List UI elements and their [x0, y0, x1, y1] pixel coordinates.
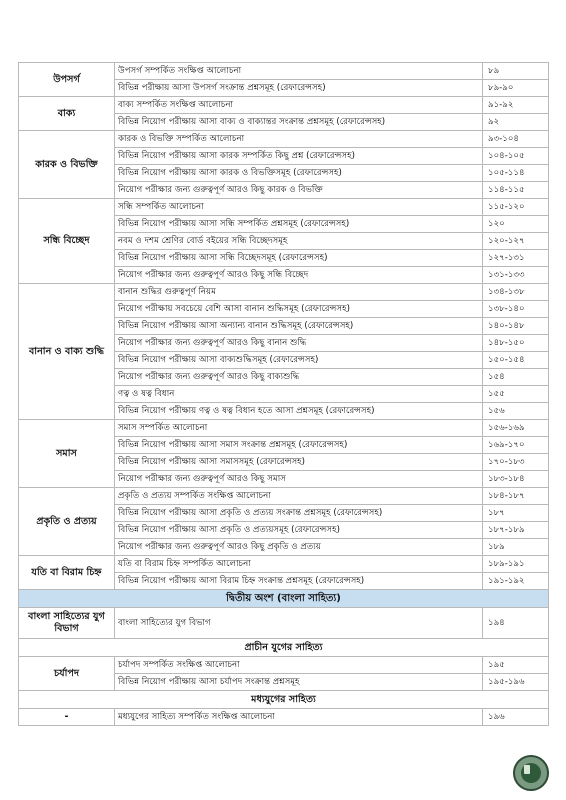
- page-number: ১৯৪: [483, 608, 549, 639]
- page-number: ১৯৫: [483, 657, 549, 674]
- era-heading: প্রাচীন যুগের সাহিত্য: [19, 639, 549, 657]
- topic-cell: সন্ধি বিচ্ছেদ: [19, 199, 115, 284]
- toc-row: [19, 199, 549, 216]
- page-number: ১১৪-১১৫: [483, 182, 549, 199]
- entry-description: উপসর্গ সম্পর্কিত সংক্ষিপ্ত আলোচনা: [115, 63, 483, 80]
- part-heading-row: [19, 590, 549, 608]
- toc-body: [19, 63, 549, 726]
- entry-description: বিভিন্ন নিয়োগ পরীক্ষায় ণত্ব ও ষত্ব বিধান হতে আসা প্রশ্নসমূহ (রেফারেন্সসহ): [115, 403, 483, 420]
- entry-description: বিভিন্ন পরীক্ষায় আসা উপসর্গ সংক্রান্ত প্রশ্নসমূহ (রেফারেন্সসহ): [115, 80, 483, 97]
- era-heading: মধ্যযুগের সাহিত্য: [19, 691, 549, 709]
- toc-row: [19, 556, 549, 573]
- entry-description: নিয়োগ পরীক্ষার জন্য গুরুত্বপূর্ণ আরও কিছু বানান শুদ্ধি: [115, 335, 483, 352]
- entry-description: নিয়োগ পরীক্ষার জন্য গুরুত্বপূর্ণ আরও কিছু প্রকৃতি ও প্রত্যয়: [115, 539, 483, 556]
- toc-row: [19, 488, 549, 505]
- page-number: ১৯১-১৯২: [483, 573, 549, 590]
- toc-row: [19, 657, 549, 674]
- page-number: ৯১-৯২: [483, 97, 549, 114]
- topic-cell: বানান ও বাক্য শুদ্ধি: [19, 284, 115, 420]
- toc-table: [18, 62, 549, 726]
- entry-description: বিভিন্ন নিয়োগ পরীক্ষায় আসা প্রকৃতি ও প্রত্যয়সমূহ (রেফারেন্সসহ): [115, 522, 483, 539]
- entry-description: প্রকৃতি ও প্রত্যয় সম্পর্কিত সংক্ষিপ্ত আলোচনা: [115, 488, 483, 505]
- toc-row: [19, 63, 549, 80]
- part-heading: দ্বিতীয় অংশ (বাংলা সাহিত্য): [19, 590, 549, 608]
- page-number: ১৮৭: [483, 505, 549, 522]
- page-number: ১৭০-১৮৩: [483, 454, 549, 471]
- page-number: ১৫০-১৫৪: [483, 352, 549, 369]
- topic-cell: বাক্য: [19, 97, 115, 131]
- page-number: ১৫৬: [483, 403, 549, 420]
- page-number: ১৬৯-১৭০: [483, 437, 549, 454]
- page-number: ১৮৯-১৯১: [483, 556, 549, 573]
- entry-description: বিভিন্ন নিয়োগ পরীক্ষায় আসা সমাসসমূহ (রেফারেন্সসহ): [115, 454, 483, 471]
- book-icon: [524, 765, 530, 774]
- era-heading-row: [19, 691, 549, 709]
- entry-description: বিভিন্ন নিয়োগ পরীক্ষায় আসা কারক ও বিভক্তিসমূহ (রেফারেন্সসহ): [115, 165, 483, 182]
- entry-description: নিয়োগ পরীক্ষার জন্য গুরুত্বপূর্ণ আরও কিছু কারক ও বিভক্তি: [115, 182, 483, 199]
- entry-description: বিভিন্ন নিয়োগ পরীক্ষায় আসা অন্যান্য বানান শুদ্ধিসমূহ (রেফারেন্সসহ): [115, 318, 483, 335]
- topic-cell: কারক ও বিভক্তি: [19, 131, 115, 199]
- page-number: ১২০-১২৭: [483, 233, 549, 250]
- publisher-logo: [513, 755, 549, 791]
- page-number: ১০৫-১১৪: [483, 165, 549, 182]
- entry-description: বাংলা সাহিত্যের যুগ বিভাগ: [115, 608, 483, 639]
- page-number: ১৫৬-১৬৯: [483, 420, 549, 437]
- entry-description: নিয়োগ পরীক্ষার জন্য গুরুত্বপূর্ণ আরও কিছু সমাস: [115, 471, 483, 488]
- page-number: ১২৭-১৩১: [483, 250, 549, 267]
- era-heading-row: [19, 639, 549, 657]
- entry-description: বিভিন্ন নিয়োগ পরীক্ষায় আসা সন্ধি সম্পর্কিত প্রশ্নসমূহ (রেফারেন্সসহ): [115, 216, 483, 233]
- toc-row: [19, 608, 549, 639]
- entry-description: নবম ও দশম শ্রেণির বোর্ড বইয়ের সন্ধি বিচ্ছেদসমূহ: [115, 233, 483, 250]
- page-number: ১০৪-১০৫: [483, 148, 549, 165]
- toc-row: [19, 284, 549, 301]
- topic-cell: প্রকৃতি ও প্রত্যয়: [19, 488, 115, 556]
- page-number: ৯৩-১০৪: [483, 131, 549, 148]
- page-number: ১৪৮-১৫০: [483, 335, 549, 352]
- topic-cell: উপসর্গ: [19, 63, 115, 97]
- topic-cell: চর্যাপদ: [19, 657, 115, 691]
- entry-description: কারক ও বিভক্তি সম্পর্কিত আলোচনা: [115, 131, 483, 148]
- entry-description: নিয়োগ পরীক্ষায় সবচেয়ে বেশি আসা বানান শুদ্ধিসমূহ (রেফারেন্সসহ): [115, 301, 483, 318]
- page-number: ১৩৮-১৪০: [483, 301, 549, 318]
- page-number: ১৫৪: [483, 369, 549, 386]
- entry-description: বিভিন্ন নিয়োগ পরীক্ষায় আসা সমাস সংক্রান্ত প্রশ্নসমূহ (রেফারেন্সসহ): [115, 437, 483, 454]
- page-number: ৯২: [483, 114, 549, 131]
- page-number: ১৯৬: [483, 709, 549, 726]
- toc-row: [19, 131, 549, 148]
- page-number: ৮৯-৯০: [483, 80, 549, 97]
- page-number: ১৩৪-১৩৮: [483, 284, 549, 301]
- page-number: ১৪০-১৪৮: [483, 318, 549, 335]
- entry-description: যতি বা বিরাম চিহ্ন সম্পর্কিত আলোচনা: [115, 556, 483, 573]
- entry-description: নিয়োগ পরীক্ষার জন্য গুরুত্বপূর্ণ আরও কিছু বাক্যশুদ্ধি: [115, 369, 483, 386]
- page-number: ১৮৯: [483, 539, 549, 556]
- entry-description: চর্যাপদ সম্পর্কিত সংক্ষিপ্ত আলোচনা: [115, 657, 483, 674]
- topic-cell: বাংলা সাহিত্যের যুগ বিভাগ: [19, 608, 115, 639]
- entry-description: বিভিন্ন নিয়োগ পরীক্ষায় আসা বাক্য ও বাক্যান্তর সংক্রান্ত প্রশ্নসমূহ (রেফারেন্সসহ): [115, 114, 483, 131]
- page-number: ১৮৭-১৮৯: [483, 522, 549, 539]
- entry-description: নিয়োগ পরীক্ষার জন্য গুরুত্বপূর্ণ আরও কিছু সন্ধি বিচ্ছেদ: [115, 267, 483, 284]
- entry-description: বিভিন্ন নিয়োগ পরীক্ষায় আসা বিরাম চিহ্ন সংক্রান্ত প্রশ্নসমূহ (রেফারেন্সসহ): [115, 573, 483, 590]
- toc-row: [19, 709, 549, 726]
- page-number: ১৮৩-১৮৪: [483, 471, 549, 488]
- toc-row: [19, 420, 549, 437]
- entry-description: বিভিন্ন নিয়োগ পরীক্ষায় আসা সন্ধি বিচ্ছেদসমূহ (রেফারেন্সসহ): [115, 250, 483, 267]
- entry-description: ণত্ব ও ষত্ব বিধান: [115, 386, 483, 403]
- page-number: ৮৯: [483, 63, 549, 80]
- entry-description: বিভিন্ন নিয়োগ পরীক্ষায় আসা প্রকৃতি ও প্রত্যয় সংক্রান্ত প্রশ্নসমূহ (রেফারেন্সসহ): [115, 505, 483, 522]
- page-number: ১২০: [483, 216, 549, 233]
- entry-description: মধ্যযুগের সাহিত্য সম্পর্কিত সংক্ষিপ্ত আলোচনা: [115, 709, 483, 726]
- entry-description: বিভিন্ন নিয়োগ পরীক্ষায় আসা কারক সম্পর্কিত কিছু প্রশ্ন (রেফারেন্সসহ): [115, 148, 483, 165]
- topic-cell: যতি বা বিরাম চিহ্ন: [19, 556, 115, 590]
- topic-cell: -: [19, 709, 115, 726]
- page-number: ১৩১-১৩৩: [483, 267, 549, 284]
- page-number: ১৮৪-১৮৭: [483, 488, 549, 505]
- toc-page: [18, 62, 548, 726]
- entry-description: বিভিন্ন নিয়োগ পরীক্ষায় আসা বাক্যশুদ্ধিসমূহ (রেফারেন্সসহ): [115, 352, 483, 369]
- entry-description: সন্ধি সম্পর্কিত আলোচনা: [115, 199, 483, 216]
- entry-description: সমাস সম্পর্কিত আলোচনা: [115, 420, 483, 437]
- entry-description: বানান শুদ্ধির গুরুত্বপূর্ণ নিয়ম: [115, 284, 483, 301]
- page-number: ১৯৫-১৯৬: [483, 674, 549, 691]
- page-number: ১৫৫: [483, 386, 549, 403]
- topic-cell: সমাস: [19, 420, 115, 488]
- toc-row: [19, 97, 549, 114]
- entry-description: বিভিন্ন নিয়োগ পরীক্ষায় আসা চর্যাপদ সংক্রান্ত প্রশ্নসমূহ: [115, 674, 483, 691]
- entry-description: বাক্য সম্পর্কিত সংক্ষিপ্ত আলোচনা: [115, 97, 483, 114]
- page-number: ১১৫-১২০: [483, 199, 549, 216]
